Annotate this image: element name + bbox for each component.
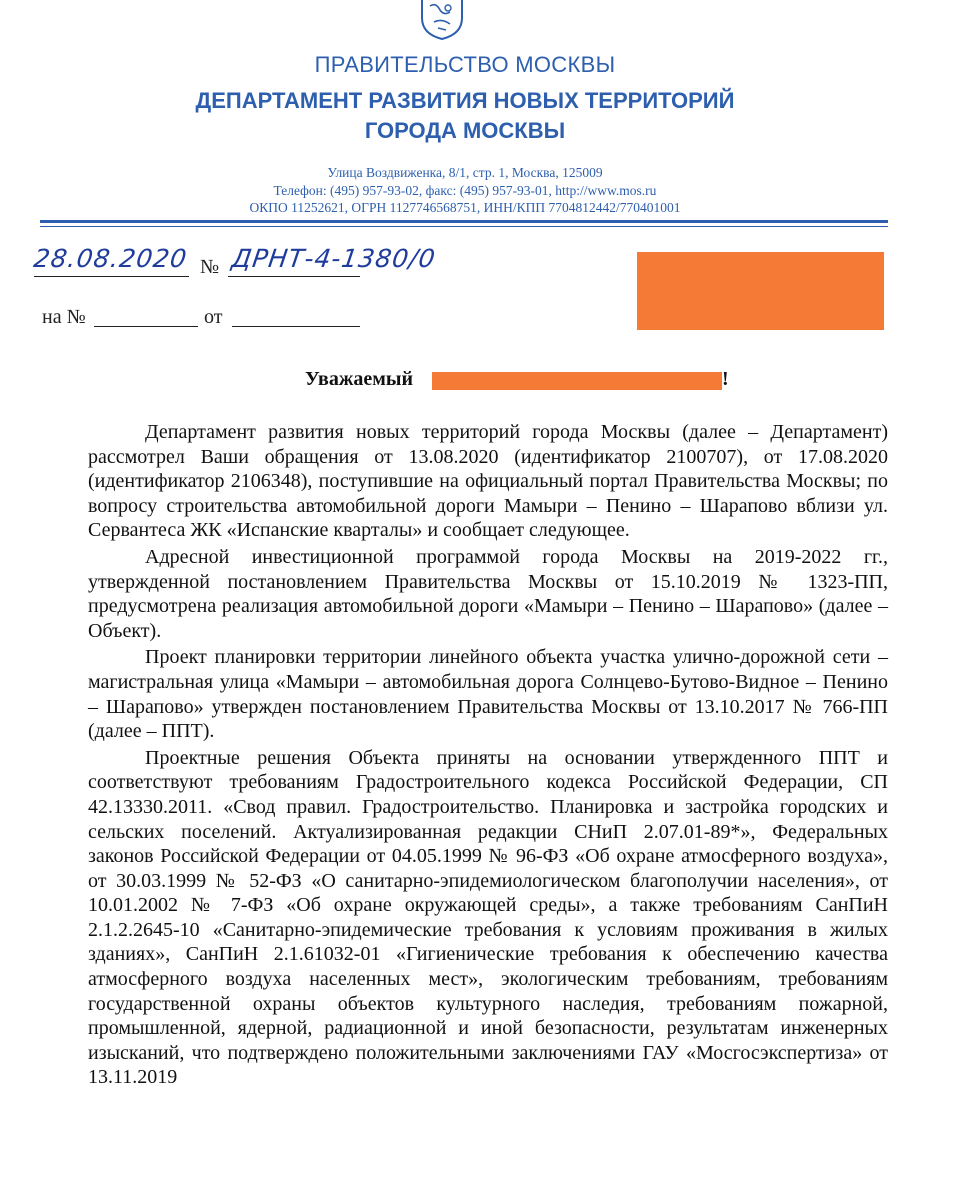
paragraph: Проект планировки территории линейного объекта участка улично-дорожной сети – магистральная улица «Мамыри – автомобильная дорога Солнцево-Бутово-Видное – Пенино – Шарапово» утвержден постановлением Правительства Москвы от 13.10.2017 № 766-ПП (далее – ППТ). — [88, 646, 888, 743]
letterhead-rule-thin — [40, 226, 888, 227]
phone-line: Телефон: (495) 957-93-02, факс: (495) 957-93-01, http://www.mos.ru — [273, 182, 657, 198]
date-underline — [34, 276, 189, 277]
paragraph: Адресной инвестиционной программой города Москвы на 2019-2022 гг., утвержденной постановлением Правительства Москвы от 15.10.2019 № 1323-ПП, предусмотрена реализация автомобильной дороги «Мамыри – Пенино – Шарапово» (далее – Объект). — [88, 545, 888, 642]
letterhead-contacts — [0, 164, 930, 217]
redacted-name — [432, 372, 722, 390]
redacted-addressee — [637, 252, 884, 330]
reference-number-line — [94, 326, 198, 327]
codes-line: ОКПО 11252621, ОГРН 1127746568751, ИНН/КПП 7704812442/770401001 — [249, 200, 681, 215]
reference-date-line — [232, 326, 360, 327]
department-title-line2: ГОРОДА МОСКВЫ — [364, 118, 566, 143]
reference-number-label: на № — [42, 306, 86, 328]
reference-date-label: от — [204, 306, 223, 328]
paragraph: Департамент развития новых территорий города Москвы (далее – Департамент) рассмотрел Ваши обращения от 13.08.2020 (идентификатор 2100707), от 17.08.2020 (идентификатор 2106348), поступившие на официальный портал Правительства Москвы; по вопросу строительства автомобильной дороги Мамыри – Пенино – Шарапово вблизи ул. Сервантеса ЖК «Испанские кварталы» и сообщает следующее. — [88, 421, 888, 542]
number-underline — [228, 276, 360, 277]
registration-number: ДРНТ-4-1380/0 — [229, 244, 438, 273]
letter-body — [88, 420, 888, 1090]
greeting-prefix: Уважаемый — [305, 368, 413, 390]
greeting-suffix: ! — [722, 368, 729, 390]
department-title — [0, 86, 930, 146]
government-title: ПРАВИТЕЛЬСТВО МОСКВЫ — [314, 52, 616, 77]
moscow-coat-of-arms-icon — [420, 0, 464, 40]
paragraph: Проектные решения Объекта приняты на основании утвержденного ППТ и соответствуют требованиям Градостроительного кодекса Российской Федерации, СП 42.13330.2011. «Свод правил. Градостроительство. Планировка и застройка городских и сельских поселений. Актуализированная редакции СНиП 2.07.01-89*», Федеральных законов Российской Федерации от 04.05.1999 № 96-ФЗ «Об охране атмосферного воздуха», от 30.03.1999 № 52-ФЗ «О санитарно-эпидемиологическом благополучии населения», от 10.01.2002 № 7-ФЗ «Об охране окружающей среды», а также требованиям СанПиН 2.1.2.2645-10 «Санитарно-эпидемические требования к условиям проживания в жилых зданиях», СанПиН 2.1.61032-01 «Гигиенические требования к обеспечению качества атмосферного воздуха населенных мест», экологическим требованиям, требованиям государственной охраны объектов культурного наследия, требованиям пожарной, промышленной, ядерной, радиационной и иной безопасности, результатам инженерных изысканий, что подтверждено положительными заключениями ГАУ «Мосгосэкспертиза» от 13.11.2019 — [88, 746, 888, 1089]
department-title-line1: ДЕПАРТАМЕНТ РАЗВИТИЯ НОВЫХ ТЕРРИТОРИЙ — [195, 88, 735, 113]
registration-date: 28.08.2020 — [31, 244, 190, 273]
number-sign: № — [200, 256, 220, 278]
address-line: Улица Воздвиженка, 8/1, стр. 1, Москва, 125009 — [327, 165, 603, 180]
letterhead-rule-thick — [40, 220, 888, 223]
